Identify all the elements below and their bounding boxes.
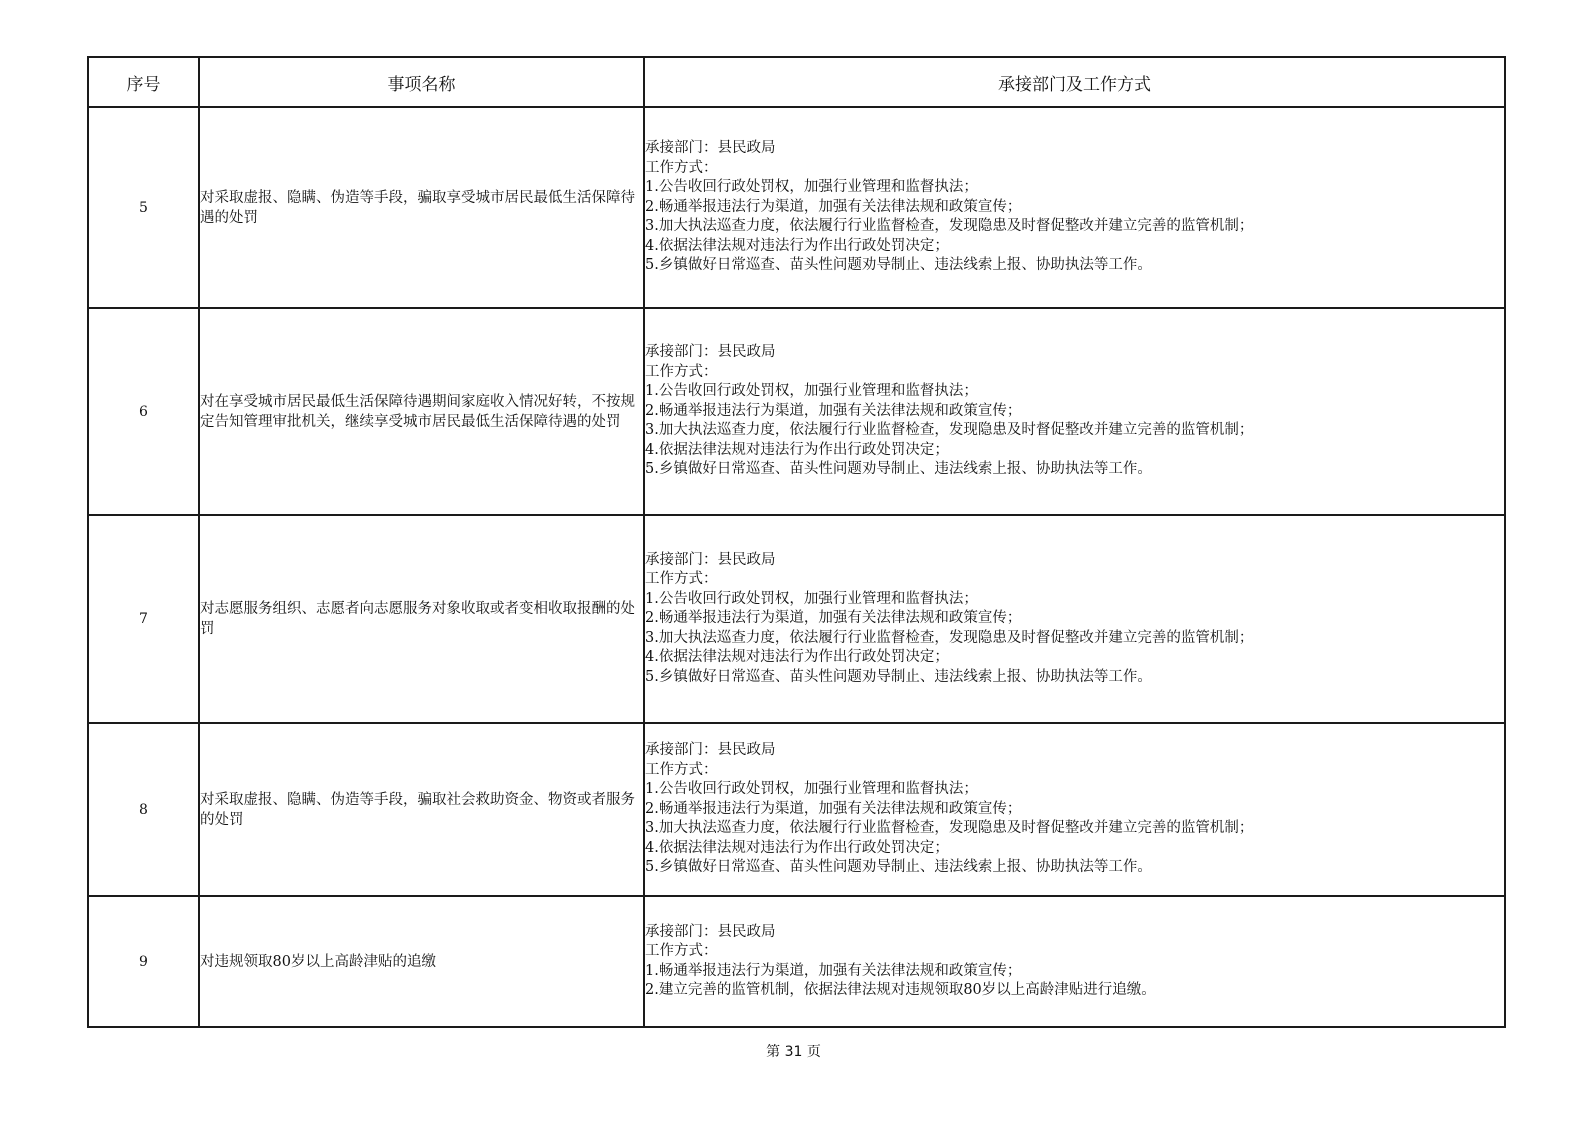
method-item: 2.畅通举报违法行为渠道，加强有关法律法规和政策宣传； xyxy=(645,198,1022,215)
row-serial-number: 7 xyxy=(88,515,199,723)
header-serial-number: 序号 xyxy=(88,57,199,107)
method-item: 5.乡镇做好日常巡查、苗头性问题劝导制止、违法线索上报、协助执法等工作。 xyxy=(645,257,1152,274)
header-department-and-method: 承接部门及工作方式 xyxy=(644,57,1505,107)
row-matter-name: 对在享受城市居民最低生活保障待遇期间家庭收入情况好转，不按规定告知管理审批机关，继续享受城市居民最低生活保障待遇的处罚 xyxy=(199,308,644,515)
department-line: 承接部门：县民政局 xyxy=(645,742,776,759)
department-line: 承接部门：县民政局 xyxy=(645,140,776,157)
method-item: 1.公告收回行政处罚权，加强行业管理和监督执法； xyxy=(645,590,978,607)
method-item: 4.依据法律法规对违法行为作出行政处罚决定； xyxy=(645,237,949,254)
matters-table xyxy=(87,56,1506,1028)
method-item: 3.加大执法巡查力度，依法履行行业监督检查，发现隐患及时督促整改并建立完善的监管机制； xyxy=(645,422,1254,439)
method-heading: 工作方式： xyxy=(645,761,718,778)
header-matter-name: 事项名称 xyxy=(199,57,644,107)
row-department-and-method xyxy=(644,515,1505,723)
method-item: 2.畅通举报违法行为渠道，加强有关法律法规和政策宣传； xyxy=(645,800,1022,817)
method-item: 1.公告收回行政处罚权，加强行业管理和监督执法； xyxy=(645,781,978,798)
department-line: 承接部门：县民政局 xyxy=(645,344,776,361)
header-row xyxy=(88,57,1505,107)
method-heading: 工作方式： xyxy=(645,363,718,380)
row-matter-name: 对志愿服务组织、志愿者向志愿服务对象收取或者变相收取报酬的处罚 xyxy=(199,515,644,723)
department-line: 承接部门：县民政局 xyxy=(645,551,776,568)
method-item: 4.依据法律法规对违法行为作出行政处罚决定； xyxy=(645,839,949,856)
row-serial-number: 8 xyxy=(88,723,199,896)
method-item: 5.乡镇做好日常巡查、苗头性问题劝导制止、违法线索上报、协助执法等工作。 xyxy=(645,859,1152,876)
method-item: 5.乡镇做好日常巡查、苗头性问题劝导制止、违法线索上报、协助执法等工作。 xyxy=(645,668,1152,685)
method-heading: 工作方式： xyxy=(645,159,718,176)
row-serial-number: 9 xyxy=(88,896,199,1027)
table-row xyxy=(88,107,1505,308)
method-heading: 工作方式： xyxy=(645,571,718,588)
row-serial-number: 6 xyxy=(88,308,199,515)
method-item: 3.加大执法巡查力度，依法履行行业监督检查，发现隐患及时督促整改并建立完善的监管机制； xyxy=(645,820,1254,837)
method-item: 1.公告收回行政处罚权，加强行业管理和监督执法； xyxy=(645,383,978,400)
department-line: 承接部门：县民政局 xyxy=(645,923,776,940)
method-heading: 工作方式： xyxy=(645,943,718,959)
row-department-and-method xyxy=(644,107,1505,308)
method-item: 5.乡镇做好日常巡查、苗头性问题劝导制止、违法线索上报、协助执法等工作。 xyxy=(645,461,1152,478)
row-matter-name: 对采取虚报、隐瞒、伪造等手段，骗取社会救助资金、物资或者服务的处罚 xyxy=(199,723,644,896)
method-item: 3.加大执法巡查力度，依法履行行业监督检查，发现隐患及时督促整改并建立完善的监管机制； xyxy=(645,629,1254,646)
method-item: 2.畅通举报违法行为渠道，加强有关法律法规和政策宣传； xyxy=(645,610,1022,627)
row-matter-name: 对违规领取80岁以上高龄津贴的追缴 xyxy=(199,896,644,1027)
row-matter-name: 对采取虚报、隐瞒、伪造等手段，骗取享受城市居民最低生活保障待遇的处罚 xyxy=(199,107,644,308)
page-number: 第 31 页 xyxy=(766,1044,821,1060)
row-department-and-method xyxy=(644,723,1505,896)
row-department-and-method xyxy=(644,308,1505,515)
method-item: 4.依据法律法规对违法行为作出行政处罚决定； xyxy=(645,441,949,458)
method-item: 1.公告收回行政处罚权，加强行业管理和监督执法； xyxy=(645,179,978,196)
table-row xyxy=(88,896,1505,1027)
table-row xyxy=(88,723,1505,896)
row-department-and-method xyxy=(644,896,1505,1027)
method-item: 4.依据法律法规对违法行为作出行政处罚决定； xyxy=(645,649,949,666)
method-item: 3.加大执法巡查力度，依法履行行业监督检查，发现隐患及时督促整改并建立完善的监管机制； xyxy=(645,218,1254,235)
table-row xyxy=(88,308,1505,515)
row-serial-number: 5 xyxy=(88,107,199,308)
method-item: 2.畅通举报违法行为渠道，加强有关法律法规和政策宣传； xyxy=(645,402,1022,419)
table-row xyxy=(88,515,1505,723)
method-item: 2.建立完善的监管机制，依据法律法规对违规领取80岁以上高龄津贴进行追缴。 xyxy=(645,982,1156,998)
method-item: 1.畅通举报违法行为渠道，加强有关法律法规和政策宣传； xyxy=(645,962,1022,979)
